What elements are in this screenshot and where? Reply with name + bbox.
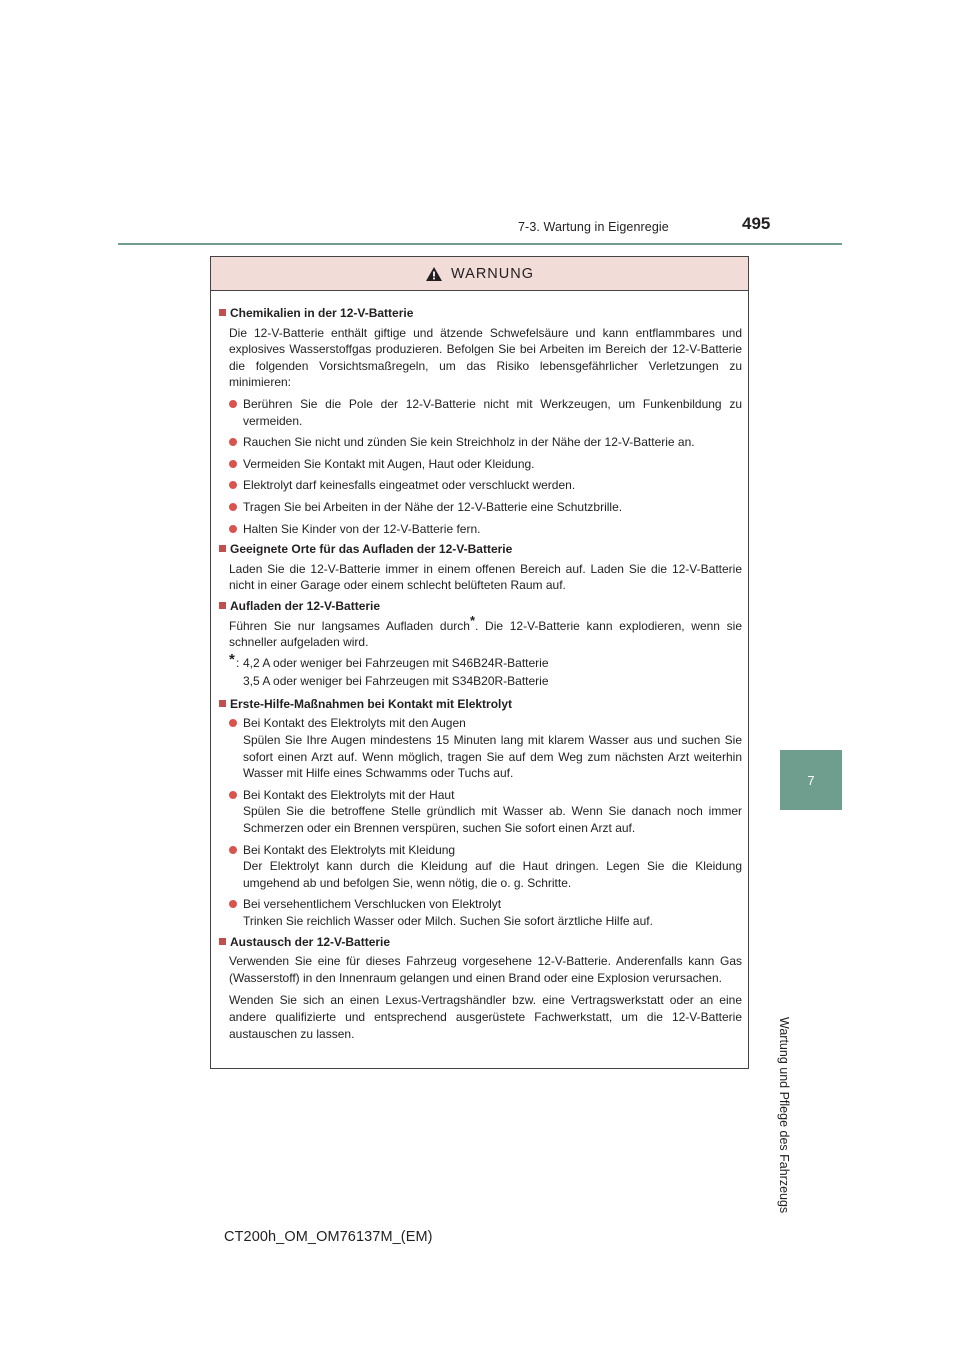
section-heading xyxy=(219,598,742,615)
footnote-marker: * xyxy=(469,612,476,628)
square-bullet-icon xyxy=(219,938,226,945)
heading-text: Chemikalien in der 12-V-Batterie xyxy=(230,306,414,320)
bullet-item xyxy=(219,499,742,516)
bullet-title: Bei Kontakt des Elektrolyts mit Kleidung xyxy=(243,842,456,857)
bullet-title: Bei Kontakt des Elektrolyts mit der Haut xyxy=(243,787,455,802)
warning-triangle-icon xyxy=(425,266,443,282)
footnote-colon: : xyxy=(236,655,240,670)
bullet-text: Tragen Sie bei Arbeiten in der Nähe der 12-V-Batterie eine Schutzbrille. xyxy=(243,499,623,514)
chapter-tab xyxy=(780,750,842,810)
bullet-dot-icon xyxy=(229,503,237,511)
warning-title: WARNUNG xyxy=(451,265,534,282)
bullet-title: Bei Kontakt des Elektrolyts mit den Augen xyxy=(243,716,466,731)
paragraph: Die 12-V-Batterie enthält giftige und ätzende Schwefelsäure und kann entflammbares und explosives Wasserstoffgas produzieren. Befolgen Sie bei Arbeiten im Bereich der 12-V-Batterie die folgenden Vorsichtsmaßregeln, um das Risiko lebensgefährlicher Verletzungen zu minimieren: xyxy=(229,325,742,390)
bullet-dot-icon xyxy=(229,900,237,908)
square-bullet-icon xyxy=(219,309,226,316)
bullet-dot-icon xyxy=(229,791,237,799)
page-number: 495 xyxy=(742,214,771,233)
bullet-dot-icon xyxy=(229,525,237,533)
bullet-text: Elektrolyt darf keinesfalls eingeatmet oder verschluckt werden. xyxy=(243,478,576,493)
paragraph xyxy=(219,612,742,651)
heading-text: Geeignete Orte für das Aufladen der 12-V-Batterie xyxy=(230,542,513,557)
bullet-text: Rauchen Sie nicht und zünden Sie kein Streichholz in der Nähe der 12-V-Batterie an. xyxy=(243,435,695,450)
header-section-title: 7-3. Wartung in Eigenregie xyxy=(518,220,669,234)
section-heading xyxy=(219,696,742,713)
chapter-number: 7 xyxy=(807,772,815,788)
footnote-line: 3,5 A oder weniger bei Fahrzeugen mit S34B20R-Batterie xyxy=(243,674,549,689)
header-rule xyxy=(118,243,842,245)
bullet-dot-icon xyxy=(229,481,237,489)
section-heading xyxy=(219,934,742,951)
bullet-text: Halten Sie Kinder von der 12-V-Batterie fern. xyxy=(243,521,481,536)
bullet-text: Der Elektrolyt kann durch die Kleidung auf die Haut dringen. Legen Sie die Kleidung umgehend ab und befolgen Sie, wenn nötig, die o. g. Schritte. xyxy=(243,859,742,890)
bullet-text: Berühren Sie die Pole der 12-V-Batterie nicht mit Werkzeugen, um Funkenbildung zu vermeiden. xyxy=(243,396,742,428)
heading-text: Austausch der 12-V-Batterie xyxy=(230,934,391,949)
footer-document-code: CT200h_OM_OM76137M_(EM) xyxy=(224,1229,433,1245)
bullet-item xyxy=(219,715,742,781)
bullet-dot-icon xyxy=(229,460,237,468)
bullet-dot-icon xyxy=(229,846,237,854)
bullet-item xyxy=(219,521,742,538)
bullet-title: Bei versehentlichem Verschlucken von Elektrolyt xyxy=(243,897,502,912)
bullet-text: Spülen Sie Ihre Augen mindestens 15 Minuten lang mit klarem Wasser aus und suchen Sie sofort einen Arzt auf. Wenn möglich, tragen Sie auf dem Weg zum nächsten Arzt weiterhin Wasser mit Hilfe eines Schwamms oder Tuchs auf. xyxy=(243,733,742,781)
bullet-text: Vermeiden Sie Kontakt mit Augen, Haut oder Kleidung. xyxy=(243,456,535,471)
paragraph: Wenden Sie sich an einen Lexus-Vertragshändler bzw. eine Vertragswerkstatt oder an eine andere qualifizierte und entsprechend ausgerüstete Fachwerkstatt, um die 12-V-Batterie austauschen zu lassen. xyxy=(229,993,742,1041)
heading-text: Aufladen der 12-V-Batterie xyxy=(230,598,381,613)
warning-body xyxy=(211,291,748,1042)
square-bullet-icon xyxy=(219,545,226,552)
square-bullet-icon xyxy=(219,700,226,707)
paragraph-text: . Die 12-V-Batterie kann explodieren, wenn sie schneller aufgeladen wird. xyxy=(229,618,742,650)
paragraph-text: Führen Sie nur langsames Aufladen durch xyxy=(229,618,470,633)
bullet-item xyxy=(219,842,742,892)
bullet-item xyxy=(219,477,742,494)
paragraph: Laden Sie die 12-V-Batterie immer in einem offenen Bereich auf. Laden Sie die 12-V-Batterie nicht in einer Garage oder einem schlecht belüfteten Raum auf. xyxy=(229,561,742,593)
bullet-dot-icon xyxy=(229,400,237,408)
bullet-dot-icon xyxy=(229,438,237,446)
bullet-text: Spülen Sie die betroffene Stelle gründlich mit Wasser ab. Wenn Sie danach noch immer Schmerzen oder ein Brennen verspüren, suchen Sie sofort einen Arzt auf. xyxy=(243,804,742,836)
bullet-item xyxy=(219,787,742,837)
paragraph: Verwenden Sie eine für dieses Fahrzeug vorgesehene 12-V-Batterie. Anderenfalls kann Gas (Wasserstoff) in den Innenraum gelangen und einen Brand oder eine Explosion verursachen. xyxy=(229,954,742,985)
footnote xyxy=(219,650,742,690)
section-heading xyxy=(219,305,742,322)
bullet-dot-icon xyxy=(229,719,237,727)
square-bullet-icon xyxy=(219,602,226,609)
bullet-item xyxy=(219,434,742,451)
bullet-item xyxy=(219,396,742,429)
bullet-item xyxy=(219,896,742,929)
warning-header xyxy=(211,257,748,291)
heading-text: Erste-Hilfe-Maßnahmen bei Kontakt mit Elektrolyt xyxy=(230,696,513,711)
footnote-star: * xyxy=(229,650,235,668)
footnote-line: 4,2 A oder weniger bei Fahrzeugen mit S46B24R-Batterie xyxy=(243,655,549,670)
bullet-text: Trinken Sie reichlich Wasser oder Milch. Suchen Sie sofort ärztliche Hilfe auf. xyxy=(243,914,653,928)
section-heading xyxy=(219,541,742,558)
chapter-title-vertical: Wartung und Pflege des Fahrzeugs xyxy=(777,1017,791,1214)
bullet-item xyxy=(219,456,742,473)
warning-box xyxy=(210,256,749,1069)
